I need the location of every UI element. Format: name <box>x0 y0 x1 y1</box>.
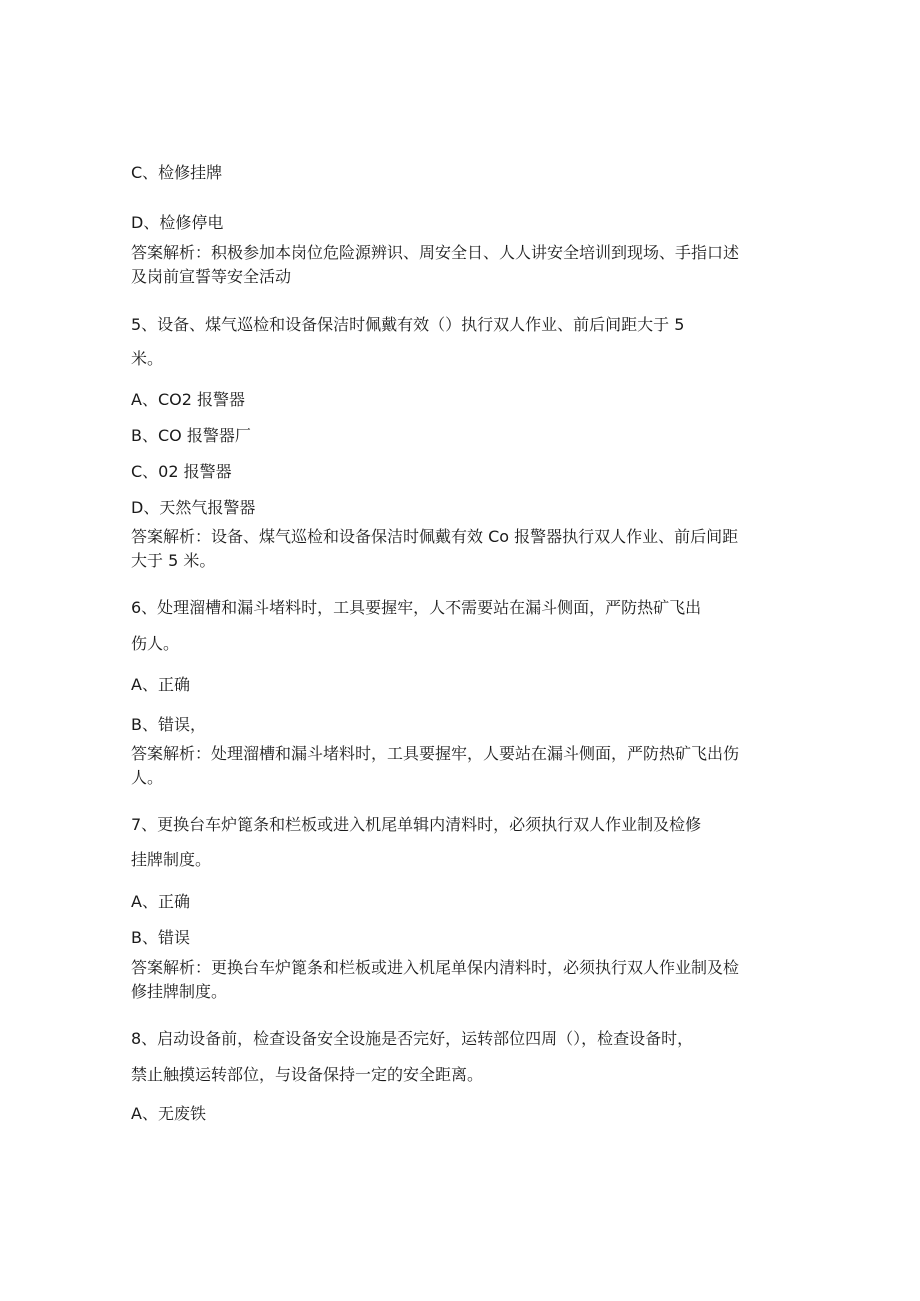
q7-answer-explanation-line2: 修挂牌制度。 <box>131 982 228 1001</box>
q5-option-d: D、天然气报警器 <box>131 498 256 517</box>
q4-answer-explanation-line1: 答案解析：积极参加本岗位危险源辨识、周安全日、人人讲安全培训到现场、手指口述 <box>131 243 740 262</box>
q5-option-b: B、CO 报警器厂 <box>131 426 251 445</box>
q6-answer-explanation-line2: 人。 <box>131 768 164 787</box>
q7-option-a: A、正确 <box>131 892 190 911</box>
q6-question-line2: 伤人。 <box>131 634 180 653</box>
q8-question-line1: 8、启动设备前，检查设备安全设施是否完好，运转部位四周（），检查设备时， <box>131 1029 694 1048</box>
q5-option-c: C、02 报警器 <box>131 462 232 481</box>
q7-question-line2: 挂牌制度。 <box>131 850 212 869</box>
q5-answer-explanation-line2: 大于 5 米。 <box>131 551 216 570</box>
q7-option-b: B、错误 <box>131 928 190 947</box>
q8-question-line2: 禁止触摸运转部位，与设备保持一定的安全距离。 <box>131 1065 484 1084</box>
q6-option-a: A、正确 <box>131 675 190 694</box>
q6-option-b: B、错误， <box>131 715 206 734</box>
q4-answer-explanation-line2: 及岗前宣誓等安全活动 <box>131 267 292 286</box>
q5-option-a: A、CO2 报警器 <box>131 390 245 409</box>
q5-question-line2: 米。 <box>131 349 164 368</box>
q5-answer-explanation-line1: 答案解析：设备、煤气巡检和设备保洁时佩戴有效 Co 报警器执行双人作业、前后间距 <box>131 527 739 546</box>
q7-answer-explanation-line1: 答案解析：更换台车炉篦条和栏板或进入机尾单保内清料时，必须执行双人作业制及检 <box>131 958 740 977</box>
q6-answer-explanation-line1: 答案解析：处理溜槽和漏斗堵料时，工具要握牢，人要站在漏斗侧面，严防热矿飞出伤 <box>131 744 740 763</box>
q5-question-line1: 5、设备、煤气巡检和设备保洁时佩戴有效（）执行双人作业、前后间距大于 5 <box>131 315 685 334</box>
q6-question-line1: 6、处理溜槽和漏斗堵料时，工具要握牢，人不需要站在漏斗侧面，严防热矿飞出 <box>131 598 702 617</box>
q7-question-line1: 7、更换台车炉篦条和栏板或进入机尾单辑内清料时，必须执行双人作业制及检修 <box>131 815 702 834</box>
q4-option-c: C、检修挂牌 <box>131 163 223 182</box>
q8-option-a: A、无废铁 <box>131 1104 206 1123</box>
q4-option-d: D、检修停电 <box>131 213 224 232</box>
